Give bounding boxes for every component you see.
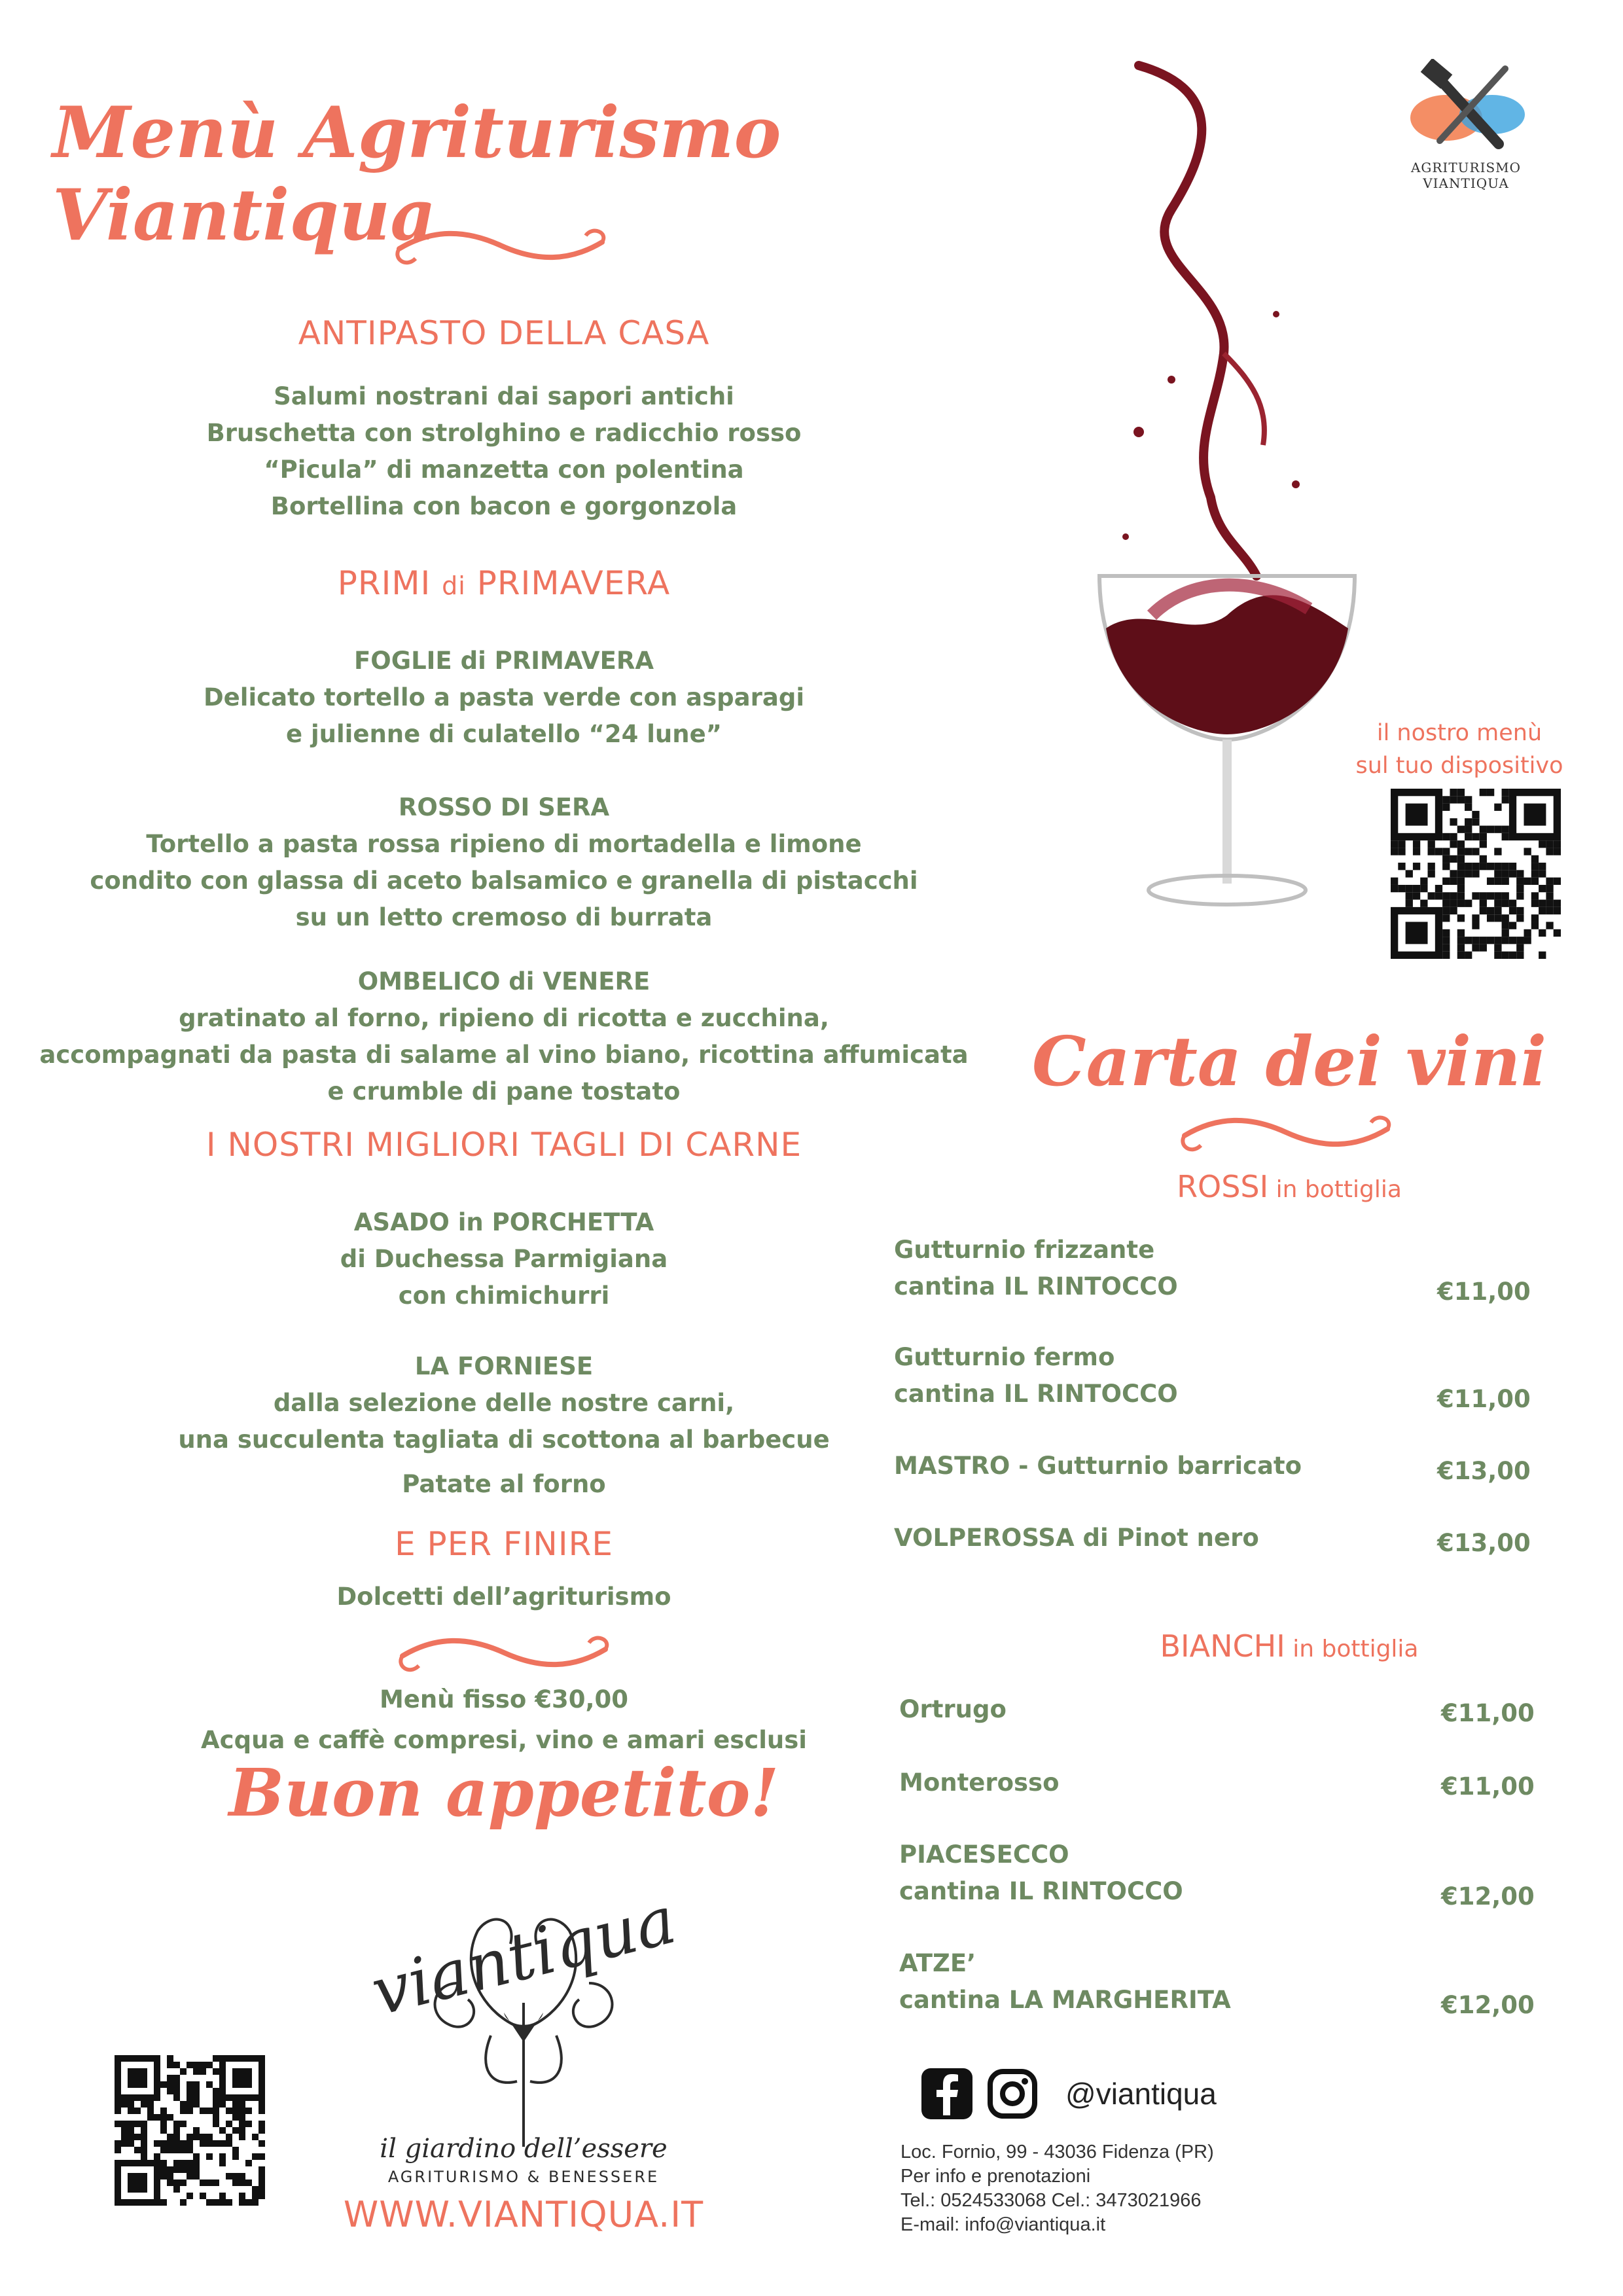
ornament-flourish: [396, 1630, 612, 1682]
dish-title: OMBELICO di VENERE: [357, 967, 651, 996]
ornament-flourish: [1178, 1109, 1394, 1162]
dish-desc: su un letto cremoso di burrata: [295, 903, 713, 931]
qr-caption: [1315, 717, 1603, 782]
wine-item: Gutturnio fermo cantina IL RINTOCCO: [894, 1343, 1178, 1408]
dish-desc: Tortello a pasta rossa ripieno di mortadella e limone: [146, 830, 862, 858]
wine-price: €12,00: [1441, 1882, 1535, 1910]
wine-price: €12,00: [1441, 1991, 1535, 2019]
dish-rosso: [52, 789, 955, 936]
dish-title: ROSSO DI SERA: [398, 793, 610, 821]
dish-desc: gratinato al forno, ripieno di ricotta e zucchina,: [179, 1004, 829, 1032]
dish-desc: Delicato tortello a pasta verde con asparagi: [203, 683, 805, 711]
dish-desc: con chimichurri: [398, 1282, 610, 1310]
wine-price: €11,00: [1441, 1772, 1535, 1801]
wine-section-bianchi: BIANCHI in bottiglia: [1160, 1628, 1419, 1664]
logo-top-line1: AGRITURISMO: [1410, 160, 1522, 175]
dish-side: Patate al forno: [402, 1470, 606, 1498]
list-item: “Picula” di manzetta con polentina: [264, 456, 744, 484]
list-item: Bortellina con bacon e gorgonzola: [270, 492, 738, 520]
dish-desc: di Duchessa Parmigiana: [340, 1245, 668, 1273]
instagram-icon[interactable]: [987, 2068, 1038, 2119]
wine-item: PIACESECCO cantina IL RINTOCCO: [899, 1840, 1183, 1905]
wine-item: Gutturnio frizzante cantina IL RINTOCCO: [894, 1236, 1178, 1300]
wine-price: €11,00: [1437, 1385, 1531, 1413]
wine-item: Monterosso: [899, 1768, 1060, 1797]
list-item: Salumi nostrani dai sapori antichi: [274, 382, 734, 410]
wine-glass-illustration: [1060, 39, 1400, 956]
fixed-note: Acqua e caffè compresi, vino e amari esclusi: [201, 1726, 807, 1754]
section-heading-finire: E PER FINIRE: [395, 1525, 613, 1563]
dish-title: LA FORNIESE: [414, 1352, 594, 1380]
logo-top-line2: VIANTIQUA: [1423, 175, 1509, 191]
contact-info: Per info e prenotazioni: [901, 2166, 1091, 2187]
buon-appetito: Buon appetito!: [228, 1754, 779, 1831]
dish-desc: dalla selezione delle nostre carni,: [273, 1389, 735, 1417]
logo-top: [1394, 59, 1538, 190]
dish-foglie: [52, 643, 955, 753]
brand-sub: AGRITURISMO & BENESSERE: [387, 2168, 660, 2186]
dish-desc: accompagnati da pasta di salame al vino biano, ricottina affumicata: [39, 1041, 969, 1069]
social-handle[interactable]: @viantiqua: [1065, 2077, 1217, 2111]
dish-desc: e julienne di culatello “24 lune”: [286, 720, 722, 748]
dessert-line: Dolcetti dell’agriturismo: [336, 1583, 671, 1611]
list-item: Bruschetta con strolghino e radicchio rosso: [206, 419, 802, 447]
fixed-price: Menù fisso €30,00: [379, 1685, 629, 1713]
section-heading-carni: I NOSTRI MIGLIORI TAGLI DI CARNE: [205, 1126, 802, 1164]
contact-phones: Tel.: 0524533068 Cel.: 3473021966: [901, 2190, 1202, 2211]
contact-block: [901, 2140, 1214, 2237]
dish-asado: [52, 1204, 955, 1314]
wine-price: €13,00: [1437, 1529, 1531, 1557]
brand-name: viantiqua: [364, 1881, 683, 2031]
wine-item: MASTRO - Gutturnio barricato: [894, 1452, 1302, 1480]
brand-logo: [340, 1872, 707, 2147]
contact-email: E-mail: info@viantiqua.it: [901, 2214, 1106, 2235]
wine-price: €11,00: [1437, 1278, 1531, 1306]
qr-code-icon[interactable]: [115, 2055, 265, 2206]
wine-list-title: Carta dei vini: [1031, 1021, 1547, 1102]
wine-price: €13,00: [1437, 1457, 1531, 1485]
dish-title: FOGLIE di PRIMAVERA: [353, 647, 654, 675]
dish-desc: condito con glassa di aceto balsamico e granella di pistacchi: [90, 867, 918, 895]
dish-forniese: [52, 1348, 955, 1458]
wine-section-rossi: ROSSI in bottiglia: [1177, 1169, 1402, 1204]
page-title: Menù Agriturismo Viantiqua: [52, 92, 781, 257]
ornament-flourish: [393, 223, 609, 275]
contact-address: Loc. Fornio, 99 - 43036 Fidenza (PR): [901, 2142, 1214, 2162]
fixed-menu: [52, 1679, 955, 1761]
antipasto-list: [52, 378, 955, 525]
section-heading-primi: PRIMI di PRIMAVERA: [337, 564, 671, 602]
qr-code-icon[interactable]: [1391, 789, 1561, 959]
wine-item: Ortrugo: [899, 1695, 1007, 1723]
dish-ombelico: [39, 963, 969, 1110]
dish-title: ASADO in PORCHETTA: [353, 1208, 654, 1236]
facebook-icon[interactable]: [921, 2068, 972, 2119]
wine-price: €11,00: [1441, 1699, 1535, 1727]
dish-desc: una succulenta tagliata di scottona al barbecue: [178, 1426, 830, 1454]
wine-item: ATZE’ cantina LA MARGHERITA: [899, 1949, 1231, 2014]
section-heading-antipasto: ANTIPASTO DELLA CASA: [298, 314, 710, 352]
dish-desc: e crumble di pane tostato: [327, 1077, 681, 1105]
knife-splash-logo-icon: [1394, 59, 1538, 157]
qr-caption-line2: sul tuo dispositivo: [1355, 753, 1563, 779]
website-link[interactable]: WWW.VIANTIQUA.IT: [343, 2194, 704, 2235]
qr-caption-line1: il nostro menù: [1376, 720, 1543, 746]
wine-item: VOLPEROSSA di Pinot nero: [894, 1524, 1259, 1552]
brand-tagline: il giardino dell’essere: [380, 2134, 668, 2164]
